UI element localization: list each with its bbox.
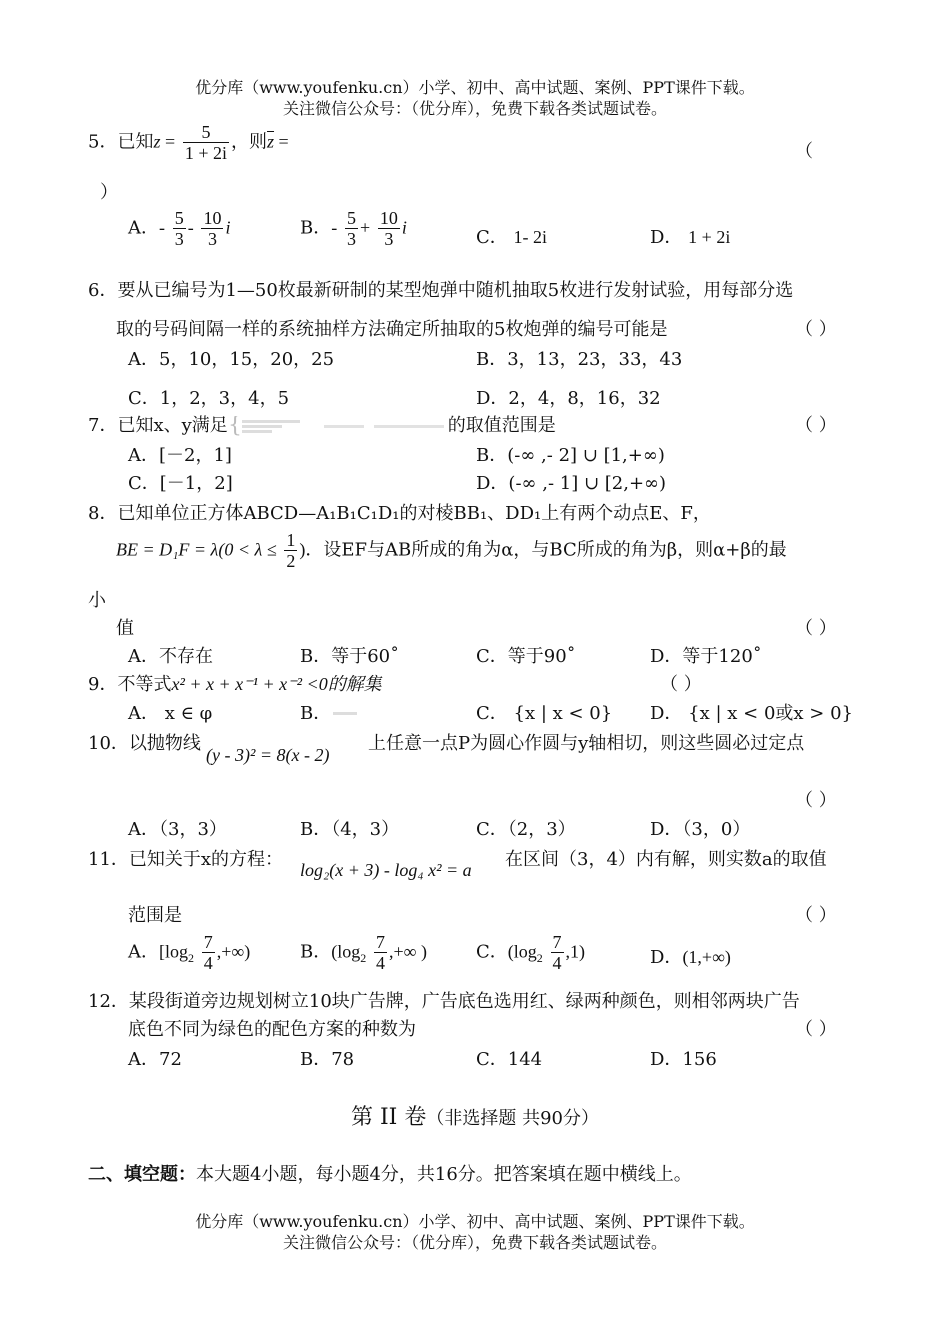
- q5-b-n1: 5: [346, 208, 356, 228]
- q7-option-b: B．(-∞ ,- 2] ∪ [1,+∞): [476, 445, 665, 466]
- q5-d-value: 1 + 2i: [688, 227, 731, 247]
- q6-option-b: B．3，13，23，33，43: [476, 349, 683, 370]
- q7-paren: （ ）: [795, 415, 837, 436]
- section-2-heading: 第 II 卷: [350, 1105, 427, 1130]
- q5-a-n1: 5: [174, 208, 184, 228]
- footer-line-2: 关注微信公众号：（优分库），免费下载各类试题试卷。: [282, 1233, 667, 1252]
- q8-line-3: 小: [88, 590, 106, 611]
- q5-a-label: A．: [128, 217, 159, 239]
- q11-expr: [300, 860, 472, 881]
- q5-b-d2: 3: [384, 229, 394, 249]
- q8-fclose: ): [299, 539, 306, 560]
- q5-tail: ，则: [231, 131, 268, 153]
- q5-prefix: 5．已知: [88, 131, 154, 153]
- q9-prefix: 9．不等式: [88, 674, 172, 695]
- q5-fraction: [183, 122, 229, 163]
- q11-expr-text: log₂(x + 3) - log₄ x² = a: [300, 860, 472, 880]
- q11-paren: （ ）: [795, 905, 837, 926]
- q12-line-2: 底色不同为绿色的配色方案的种数为: [128, 1019, 416, 1040]
- q11-option-c: [476, 932, 585, 973]
- q11-c-num: 7: [552, 932, 562, 952]
- q8-fnum: 1: [286, 530, 296, 550]
- q5-a-end: i: [225, 217, 231, 238]
- q10-paren: （ ）: [795, 790, 837, 811]
- q11-c-frac: [551, 932, 564, 973]
- q8-option-c: C．等于90˚: [476, 646, 576, 667]
- q8-option-a: A．不存在: [128, 646, 213, 667]
- q7-option-c: C．[－1，2]: [128, 473, 233, 494]
- q5-paren-close: ）: [100, 182, 118, 203]
- q8-formula-line: [116, 530, 787, 571]
- q9-paren: （ ）: [660, 674, 702, 695]
- q6-line-2: 取的号码间隔一样的系统抽样方法确定所抽取的5枚炮弹的编号可能是: [116, 319, 668, 340]
- q11-b-num: 7: [375, 932, 385, 952]
- footer-line-1: 优分库（www.youfenku.cn）小学、初中、高中试题、案例、PPT课件下载。: [195, 1212, 755, 1231]
- q11-b-frac: [374, 932, 387, 973]
- q5-b-mid: +: [359, 217, 371, 238]
- q8-paren: （ ）: [795, 618, 837, 639]
- q9-b-label: B．: [300, 703, 332, 724]
- section-2-subtitle: （非选择题 共90分）: [426, 1108, 599, 1129]
- q9-expr: x² + x + x⁻¹ + x⁻² <0的解集: [171, 674, 382, 694]
- q11-b-open: (log: [331, 941, 361, 962]
- q11-a-label: A．: [128, 941, 159, 963]
- q11-a-num: 7: [203, 932, 213, 952]
- q5-num: 5: [183, 122, 229, 143]
- q11-suffix: 在区间（3，4）内有解，则实数a的取值: [505, 849, 827, 870]
- q12-option-b: B．78: [300, 1049, 355, 1070]
- q5-option-b: [300, 208, 407, 249]
- section-2-instr: 本大题4小题，每小题4分，共16分。把答案填在题中横线上。: [196, 1164, 692, 1185]
- q5-c-label: C．: [476, 227, 508, 248]
- q11-option-d: [650, 943, 731, 969]
- q7-suffix: 的取值范围是: [447, 415, 556, 436]
- svg-text:{: {: [227, 416, 242, 436]
- q11-a-open: [log: [159, 941, 188, 962]
- q11-c-den: 4: [552, 953, 562, 973]
- q11-b-den: 4: [375, 953, 385, 973]
- q5-option-a: [128, 208, 230, 249]
- q12-paren: （ ）: [795, 1019, 837, 1040]
- q10-option-b: B．（4，3）: [300, 819, 400, 840]
- q10-expr: [206, 745, 330, 766]
- q9-option-a: A． x ∈ φ: [128, 703, 213, 724]
- q7-option-a: A．[－2，1]: [128, 445, 232, 466]
- q5-a-d1: 3: [174, 229, 184, 249]
- q5-b-end: i: [401, 217, 407, 238]
- q11-b-label: B．: [300, 941, 332, 963]
- q11-a-sub: 2: [188, 951, 194, 966]
- q9-option-b: [300, 699, 361, 725]
- q11-a-close: ,+∞): [216, 941, 251, 962]
- q11-c-open: (log: [507, 941, 537, 962]
- q5-a-mid: -: [187, 217, 194, 238]
- q11-option-a: [128, 932, 250, 973]
- q9-option-d: D． {x | x < 0或x > 0}: [650, 703, 853, 724]
- q9-b-blurred: [331, 709, 361, 719]
- q5-den: 1 + 2i: [184, 143, 228, 163]
- q10-option-c: C．（2，3）: [476, 819, 576, 840]
- section-2-instr-bold: 二、填空题：: [88, 1164, 196, 1185]
- q11-a-den: 4: [203, 953, 213, 973]
- q11-a-frac: [202, 932, 215, 973]
- q12-option-d: D．156: [650, 1049, 717, 1070]
- q5-d-label: D．: [650, 227, 683, 248]
- q5-b-n2: 10: [379, 208, 398, 228]
- q5-a-d2: 3: [207, 229, 217, 249]
- q5-eq2: =: [274, 131, 289, 152]
- q5-a-n2: 10: [203, 208, 222, 228]
- q7-constraint-image: [228, 416, 448, 436]
- question-9: [88, 670, 382, 696]
- q8-line-4: 值: [116, 618, 134, 639]
- q11-d-open: (1,+∞): [682, 947, 731, 967]
- q11-line-2: 范围是: [128, 905, 182, 926]
- q10-option-a: A．（3，3）: [128, 819, 227, 840]
- q8-fden: 2: [286, 551, 296, 571]
- q8-line-2: ．设EF与AB所成的角为α，与BC所成的角为β，则α+β的最: [305, 539, 787, 561]
- q7-blurred-formula: [228, 416, 448, 436]
- q6-option-c: C．1，2，3，4，5: [128, 388, 290, 409]
- section-2-title: [0, 1100, 950, 1131]
- q5-b-sign: -: [331, 217, 338, 238]
- q11-d-label: D．: [650, 947, 683, 968]
- q5-b-label: B．: [300, 217, 332, 239]
- q10-prefix: 10．以抛物线: [88, 733, 201, 754]
- q5-b-frac2: [378, 208, 400, 249]
- q11-option-b: [300, 932, 427, 973]
- q5-b-d1: 3: [346, 229, 356, 249]
- q10-suffix: 上任意一点P为圆心作圆与y轴相切，则这些圆必过定点: [368, 733, 805, 754]
- q5-z: z: [153, 131, 161, 152]
- q7-option-d: D．(-∞ ,- 1] ∪ [2,+∞): [476, 473, 667, 494]
- q5-c-value: 1- 2i: [513, 227, 548, 247]
- q5-b-frac1: [345, 208, 358, 249]
- q9-option-c: C． {x | x < 0}: [476, 703, 613, 724]
- q6-option-a: A．5，10，15，20，25: [128, 349, 335, 370]
- q11-b-close: ,+∞ ): [388, 941, 427, 962]
- q5-option-c: [476, 223, 547, 249]
- header-line-1: 优分库（www.youfenku.cn）小学、初中、高中试题、案例、PPT课件下载。: [195, 78, 755, 97]
- q6-line-1: 6．要从已编号为1—50枚最新研制的某型炮弹中随机抽取5枚进行发射试验，用每部分选: [88, 280, 794, 301]
- q5-zbar: $\overline{z}$: [267, 131, 275, 152]
- q11-c-close: ,1): [565, 941, 586, 962]
- q6-option-d: D．2，4，8，16，32: [476, 388, 661, 409]
- header-line-2: 关注微信公众号：（优分库），免费下载各类试题试卷。: [282, 99, 667, 118]
- question-5: [88, 122, 289, 163]
- q7-prefix: 7．已知x、y满足: [88, 415, 228, 436]
- q11-prefix: 11．已知关于x的方程：: [88, 849, 284, 870]
- q12-option-c: C．144: [476, 1049, 543, 1070]
- q5-a-frac1: [173, 208, 186, 249]
- q8-option-d: D．等于120˚: [650, 646, 762, 667]
- q8-line-1: 8．已知单位正方体ABCD—A₁B₁C₁D₁的对棱BB₁、DD₁上有两个动点E、F，: [88, 503, 711, 524]
- section-2-instructions: [88, 1160, 692, 1186]
- q8-formula: BE = D₁F = λ(0 < λ ≤: [116, 539, 277, 560]
- q11-c-label: C．: [476, 941, 508, 963]
- q5-a-frac2: [201, 208, 223, 249]
- q11-b-sub: 2: [360, 951, 367, 966]
- q6-paren: （ ）: [795, 319, 837, 340]
- q12-option-a: A．72: [128, 1049, 182, 1070]
- q11-c-sub: 2: [536, 951, 543, 966]
- q10-expr-text: (y - 3)² = 8(x - 2): [206, 745, 330, 765]
- q8-fraction: [284, 530, 297, 571]
- question-7: [88, 411, 556, 437]
- q8-option-b: B．等于60˚: [300, 646, 400, 667]
- q10-option-d: D．（3，0）: [650, 819, 751, 840]
- q5-a-sign: -: [159, 217, 165, 238]
- q5-paren-open: （: [795, 141, 813, 162]
- q12-line-1: 12．某段街道旁边规划树立10块广告牌，广告底色选用红、绿两种颜色，则相邻两块广告: [88, 991, 800, 1012]
- q5-eq: =: [160, 131, 176, 152]
- q5-option-d: [650, 223, 730, 249]
